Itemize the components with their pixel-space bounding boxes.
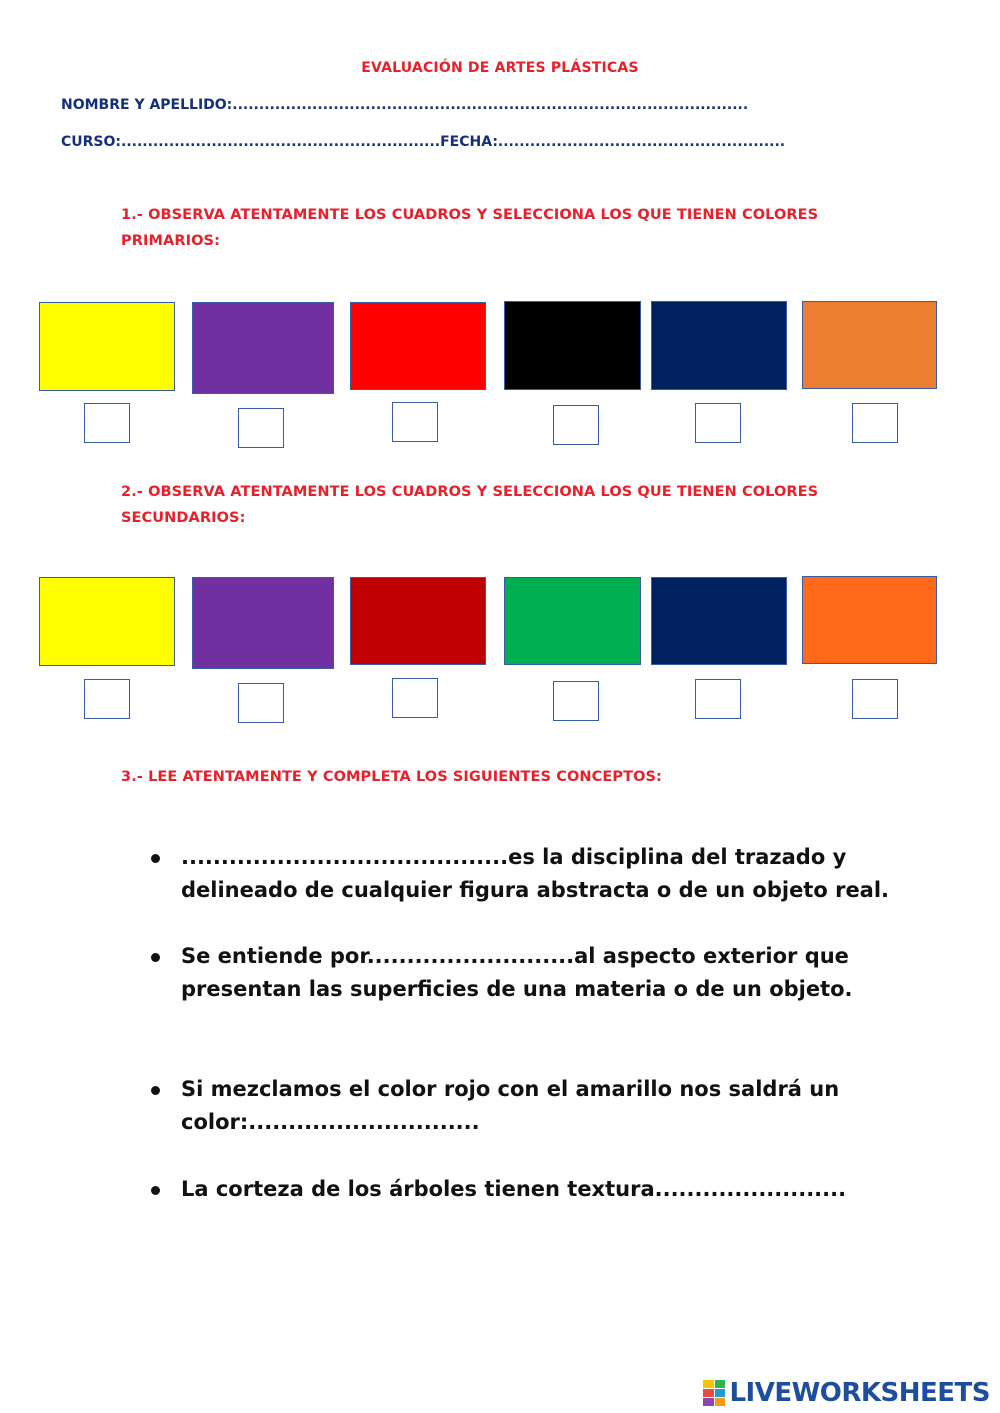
color-swatch-navy [651,301,787,390]
question-3-text: 3.- LEE ATENTAMENTE Y COMPLETA LOS SIGUIENTES CONCEPTOS: [121,769,662,785]
checkbox-q2-yellow[interactable] [84,679,130,719]
concept-item-4: La corteza de los árboles tienen textura........................ [181,1177,847,1201]
liveworksheets-brand-text: LIVEWORKSHEETS [729,1378,990,1408]
checkbox-q1-red[interactable] [392,402,438,442]
name-field-line: NOMBRE Y APELLIDO:................................................................................................. [61,97,749,113]
concept-item-3: Si mezclamos el color rojo con el amarillo nos saldrá un color:............................. [181,1077,840,1134]
concept-item-2: Se entiende por..........................al aspecto exterior que presentan las superficies de una materia o de un objeto. [181,944,853,1001]
checkbox-q2-green[interactable] [553,681,599,721]
checkbox-q2-dark-red[interactable] [392,678,438,718]
color-swatch-purple [192,577,334,669]
checkbox-q2-purple[interactable] [238,683,284,723]
checkbox-q1-yellow[interactable] [84,403,130,443]
color-swatch-black [504,301,641,390]
checkbox-q1-purple[interactable] [238,408,284,448]
bullet-icon [151,1086,160,1095]
question-2-text: 2.- OBSERVA ATENTAMENTE LOS CUADROS Y SELECCIONA LOS QUE TIENEN COLORES SECUNDARIOS: [121,484,819,526]
page-title: EVALUACIÓN DE ARTES PLÁSTICAS [361,60,639,76]
color-swatch-yellow [39,302,175,391]
color-swatch-purple [192,302,334,394]
checkbox-q2-orange[interactable] [852,679,898,719]
checkbox-q2-navy[interactable] [695,679,741,719]
color-swatch-dark-red [350,577,486,665]
liveworksheets-logo-icon [703,1380,725,1406]
color-swatch-green [504,577,641,665]
bullet-icon [151,854,160,863]
checkbox-q1-navy[interactable] [695,403,741,443]
color-swatch-navy [651,577,787,665]
liveworksheets-logo [703,1376,990,1410]
bullet-icon [151,953,160,962]
color-swatch-yellow [39,577,175,666]
course-date-field-line: CURSO:............................................................FECHA:...................................................... [61,134,786,150]
color-swatch-red [350,302,486,390]
checkbox-q1-black[interactable] [553,405,599,445]
bullet-icon [151,1186,160,1195]
question-1-text: 1.- OBSERVA ATENTAMENTE LOS CUADROS Y SELECCIONA LOS QUE TIENEN COLORES PRIMARIOS: [121,207,819,249]
color-swatch-orange [802,576,937,664]
checkbox-q1-orange[interactable] [852,403,898,443]
concept-item-1: .........................................es la disciplina del trazado y delineado de cualquier figura abstracta o de un objeto real. [181,845,890,902]
color-swatch-orange [802,301,937,389]
